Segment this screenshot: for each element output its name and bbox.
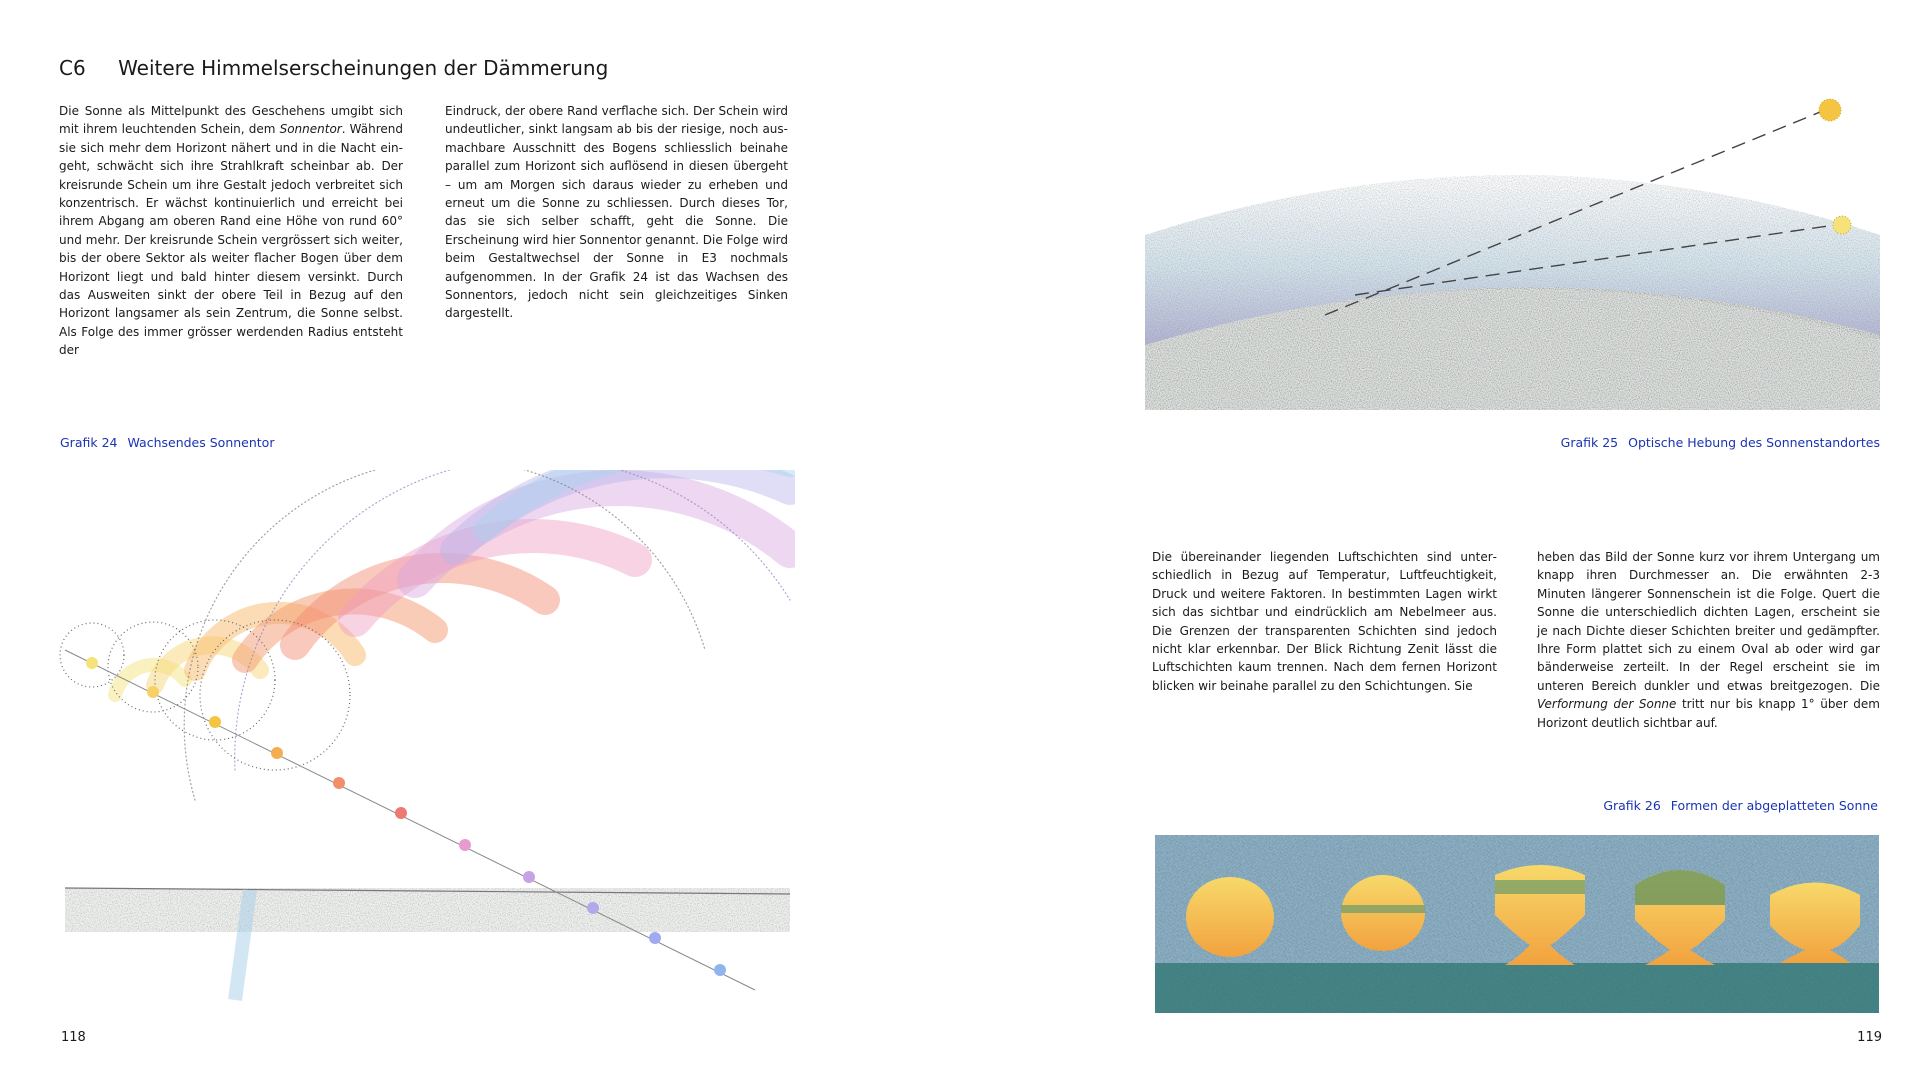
horizon-band — [65, 888, 790, 932]
sun-true — [1833, 216, 1851, 234]
body-text-left-1: Die Sonne als Mittelpunkt des Geschehens umgibt sich mit ihrem leuchtenden Schein, dem Sonnentor. Während sie sich mehr dem Horizont nähert und in die Nacht eingeht, schwächt sich ihre Strahlkraft scheinbar ab. Der kreisrunde Schein um ihre Gestalt jedoch verbreitet sich konzentrisch. Er wächst kontinuierlich und erreicht bei ihrem Abgang am oberen Rand eine Höhe von rund 60° und mehr. Der kreisrunde Schein vergrössert sich weiter, bis der obere Sektor als weiter flacher Bogen über dem Horizont liegt und bald hinter diesem versinkt. Durch das Ausweiten sinkt der obere Teil in Bezug auf den Horizont langsamer als sein Zentrum, die Sonne selbst. Als Folge des immer grösser werdenden Radius entsteht der — [59, 104, 404, 358]
section-heading — [59, 56, 608, 80]
body-text-left-2: Eindruck, der obere Rand verflache sich. Der Schein wird undeutlicher, sinkt langsam ab bis der riesige, noch ausmachbare Ausschnitt des Bogens schliesslich beinahe parallel zum Horizont sich auflösend in diesen übergeht – um am Morgen sich daraus wieder zu erheben und erneut um die Sonne zu schliessen. Durch dieses Tor, das sie sich selber schafft, geht die Sonne. Die Erscheinung wird hier Sonnentor genannt. Die Folge wird beim Gestaltwechsel der Sonne in E3 nochmals aufgenommen. In der Grafik 24 ist das Wachsen des Sonnentors, jedoch nicht sein gleichzeitiges Sinken dargestellt. — [445, 104, 788, 321]
page-number-left: 118 — [61, 1030, 86, 1045]
sun-apparent — [1819, 99, 1841, 121]
sonnentor-arcs — [115, 470, 790, 800]
figure-optische-hebung — [1145, 85, 1880, 410]
caption-grafik-24: Grafik 24 Wachsendes Sonnentor — [60, 435, 275, 450]
page-number-right: 119 — [1857, 1030, 1882, 1045]
body-text-right-1: Die übereinander liegenden Luftschichten sind unterschiedlich in Bezug auf Temperatur, Luftfeuchtigkeit, Druck und weitere Faktoren. In bestimmten Lagen wirkt sich das sichtbar und eindrücklich am Nebelmeer aus. Die Grenzen der transparenten Schichten sind jedoch nicht klar erkennbar. Der Blick Richtung Zenit lässt die Luftschichten kaum trennen. Nach dem fernen Horizont blicken wir beinahe parallel zu den Schichtungen. Sie — [1152, 550, 1497, 693]
caption-grafik-25: Grafik 25 Optische Hebung des Sonnenstandortes — [1560, 435, 1880, 450]
figure-abgeplattete-sonne — [1155, 835, 1879, 1013]
section-title: Weitere Himmelserscheinungen der Dämmerung — [118, 56, 609, 80]
figure-wachsendes-sonnentor — [55, 470, 795, 1005]
section-number: C6 — [59, 56, 86, 80]
body-text-right-2: heben das Bild der Sonne kurz vor ihrem Untergang um knapp ihren Durchmesser an. Die erwähnten 2-3 Minuten längerer Sonnenschein ist die Folge. Quert die Sonne die unterschiedlich dichten Lagen, erscheint sie je nach Dichte dieser Schichten breiter und gedämpfter. Ihre Form plattet sich zu einem Oval ab oder wird gar bänderweise zerteilt. In der Regel erscheint sie im unteren Bereich dunkler und etwas breitgezogen. Die Verformung der Sonne tritt nur bis knapp 1° über dem Horizont deutlich sichtbar auf. — [1537, 550, 1880, 730]
caption-grafik-26: Grafik 26 Formen der abgeplatteten Sonne — [1603, 798, 1878, 813]
